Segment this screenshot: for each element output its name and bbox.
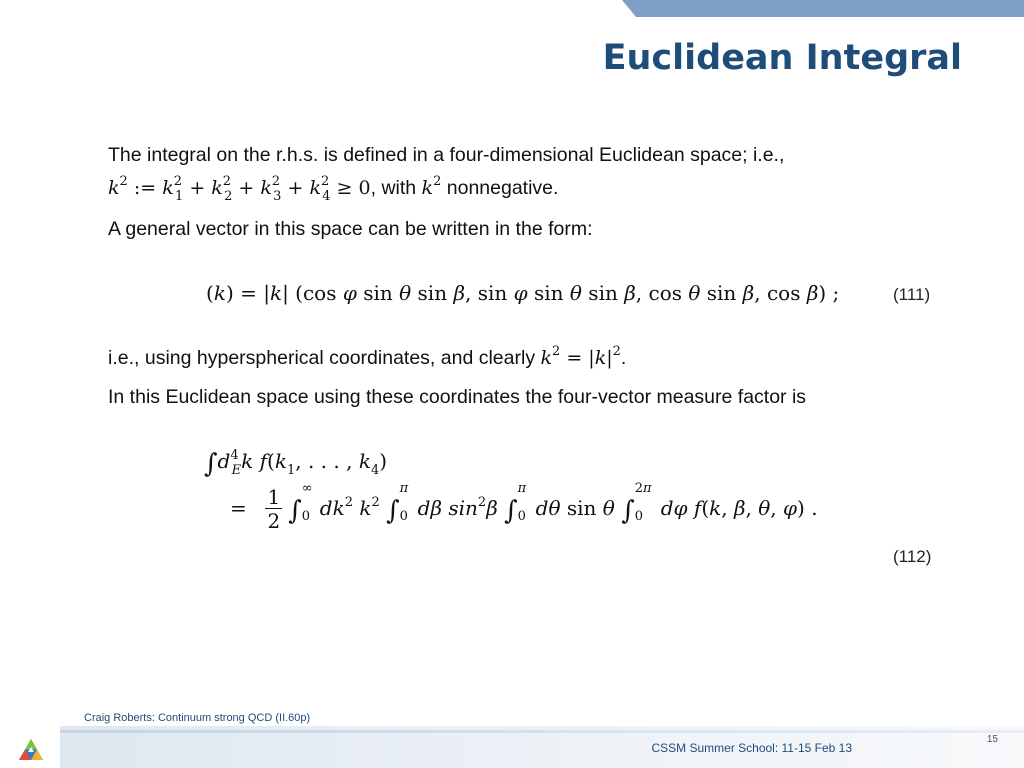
header-decoration-band: [622, 0, 1024, 17]
footer-author: Craig Roberts: Continuum strong QCD (II.60p): [84, 712, 311, 724]
k-squared-norm-math: $k^2 = |k|^2$: [540, 344, 621, 369]
equation-111: (k) = |k| (cos φ sin θ sin β, sin φ sin θ sin β, cos θ sin β, cos β) ;: [206, 281, 840, 305]
equation-111-number: (111): [893, 285, 931, 304]
body-line-3: A general vector in this space can be written in the form:: [108, 218, 593, 240]
body-line-2: [108, 174, 558, 204]
equation-112-lhs: $\int d^4_Ek$ $f(k_1$, . . . , $k_4$): [204, 448, 388, 479]
argonne-logo-icon: [18, 738, 44, 762]
body-line-1: The integral on the r.h.s. is defined in a four-dimensional Euclidean space; i.e.,: [108, 144, 785, 166]
equation-112-rhs: = $\frac{1}{2}$ ∫ ∞ 0 $dk^2$ $k^2$ ∫ π 0 dβ $\sin^2\beta$ ∫ π 0 dθ sin θ ∫ 2π 0 dφ f(k, β, θ, φ) .: [230, 481, 818, 533]
equation-112-number: (112): [893, 547, 932, 566]
body-line-4-text: i.e., using hyperspherical coordinates, and clearly: [108, 347, 536, 369]
body-line-2-end: nonnegative.: [446, 177, 559, 199]
page-number: 15: [986, 734, 998, 745]
footer-school: CSSM Summer School: 11-15 Feb 13: [651, 741, 852, 755]
k-squared-math: $k^2$: [421, 174, 442, 199]
slide-title: Euclidean Integral: [602, 38, 962, 78]
k-squared-definition-math: $k^2$ := $k^2_1 + k^2_2 + k^2_3 + k^2_4 \ge 0$: [108, 174, 371, 204]
body-line-5: In this Euclidean space using these coordinates the four-vector measure factor is: [108, 386, 807, 408]
body-line-4: i.e., using hyperspherical coordinates, and clearly $k^2 = |k|^2$.: [108, 344, 627, 369]
body-line-2-tail: , with: [370, 177, 417, 199]
footer-stripe: [60, 730, 1024, 733]
